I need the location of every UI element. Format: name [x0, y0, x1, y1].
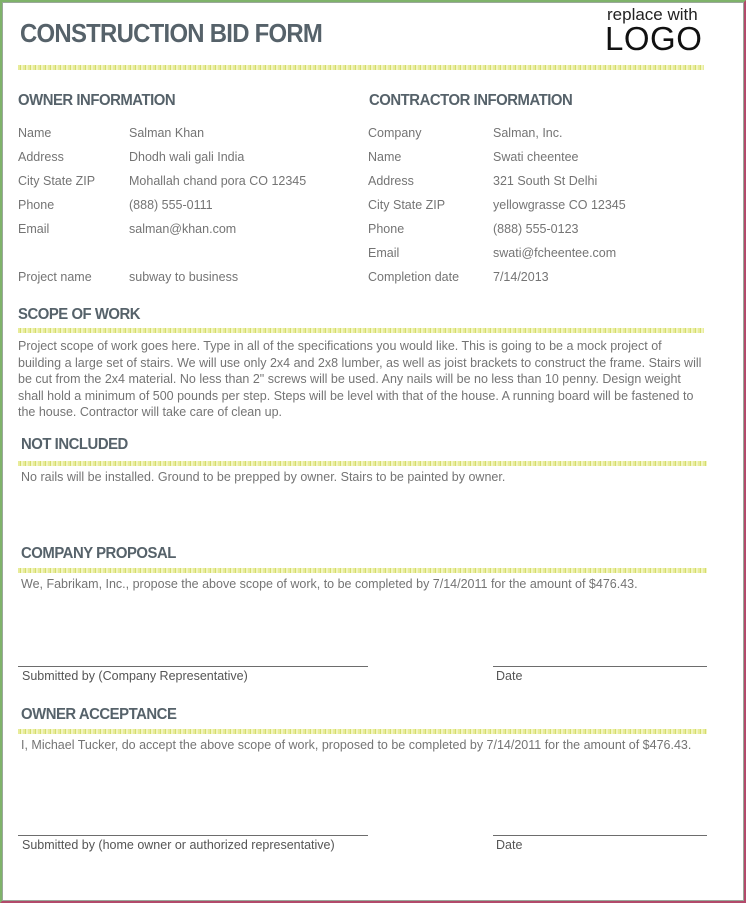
not-included-divider — [18, 461, 707, 466]
not-included-text[interactable]: No rails will be installed. Ground to be prepped by owner. Stairs to be painted by owner. — [21, 470, 506, 484]
scope-text[interactable]: Project scope of work goes here. Type in all of the specifications you would like. This is going to be a mock project of building a large set of stairs. We will use only 2x4 and 2x8 lumber, as well as joist brackets to construct the frame. Stairs will be cut from the 2x4 material. No less than 2" screws will be used. Any nails will be no less than 10 penny. Design weight shall hold a minimum of 500 pounds per step. Steps will be level with that of the house. A running board will be fastened to the house. Contractor will take care of clean up. — [18, 339, 702, 419]
company-date-line[interactable] — [493, 666, 707, 667]
completion-date-value[interactable]: 7/14/2013 — [493, 270, 549, 284]
owner-name-value[interactable]: Salman Khan — [129, 126, 205, 140]
owner-phone-label: Phone — [18, 198, 55, 212]
title-divider — [18, 65, 704, 70]
logo-placeholder: LOGO — [605, 20, 703, 57]
owner-phone-value[interactable]: (888) 555-0111 — [129, 198, 213, 212]
owner-email-label: Email — [18, 222, 50, 236]
completion-date-label: Completion date — [368, 270, 460, 284]
company-proposal-heading: COMPANY PROPOSAL — [21, 545, 176, 562]
company-proposal-text[interactable]: We, Fabrikam, Inc., propose the above scope of work, to be completed by 7/14/2011 for the amount of $476.43. — [21, 577, 638, 591]
contractor-name-label: Name — [368, 150, 402, 164]
owner-city-value[interactable]: Mohallah chand pora CO 12345 — [129, 174, 307, 188]
contractor-company-label: Company — [368, 126, 422, 140]
contractor-address-label: Address — [368, 174, 414, 188]
contractor-info-heading: CONTRACTOR INFORMATION — [369, 92, 573, 109]
owner-acceptance-divider — [18, 729, 707, 734]
contractor-name-value[interactable]: Swati cheentee — [493, 150, 579, 164]
owner-name-label: Name — [18, 126, 52, 140]
contractor-email-value[interactable]: swati@fcheentee.com — [493, 246, 617, 260]
owner-date-caption: Date — [496, 838, 523, 852]
scope-divider — [18, 328, 704, 333]
company-signature-line[interactable] — [18, 666, 368, 667]
owner-date-line[interactable] — [493, 835, 707, 836]
owner-signature-caption: Submitted by (home owner or authorized representative) — [22, 838, 335, 852]
owner-email-value[interactable]: salman@khan.com — [129, 222, 237, 236]
company-date-caption: Date — [496, 669, 523, 683]
owner-acceptance-heading: OWNER ACCEPTANCE — [21, 706, 177, 723]
owner-address-value[interactable]: Dhodh wali gali India — [129, 150, 245, 164]
company-signature-caption: Submitted by (Company Representative) — [22, 669, 248, 683]
not-included-heading: NOT INCLUDED — [21, 436, 128, 453]
company-proposal-divider — [18, 568, 707, 573]
contractor-company-value[interactable]: Salman, Inc. — [493, 126, 563, 140]
form-title: CONSTRUCTION BID FORM — [20, 18, 323, 48]
contractor-email-label: Email — [368, 246, 400, 260]
owner-info-heading: OWNER INFORMATION — [18, 92, 176, 109]
contractor-phone-value[interactable]: (888) 555-0123 — [493, 222, 579, 236]
contractor-address-value[interactable]: 321 South St Delhi — [493, 174, 598, 188]
owner-address-label: Address — [18, 150, 64, 164]
owner-city-label: City State ZIP — [18, 174, 96, 188]
owner-acceptance-text[interactable]: I, Michael Tucker, do accept the above scope of work, proposed to be completed by 7/14/2011 for the amount of $476.43. — [21, 738, 692, 752]
project-name-value[interactable]: subway to business — [129, 270, 239, 284]
scope-heading: SCOPE OF WORK — [18, 306, 141, 323]
contractor-city-value[interactable]: yellowgrasse CO 12345 — [493, 198, 626, 212]
project-name-label: Project name — [18, 270, 92, 284]
owner-signature-line[interactable] — [18, 835, 368, 836]
contractor-phone-label: Phone — [368, 222, 405, 236]
logo-placeholder-caption: replace with — [607, 5, 698, 24]
contractor-city-label: City State ZIP — [368, 198, 446, 212]
